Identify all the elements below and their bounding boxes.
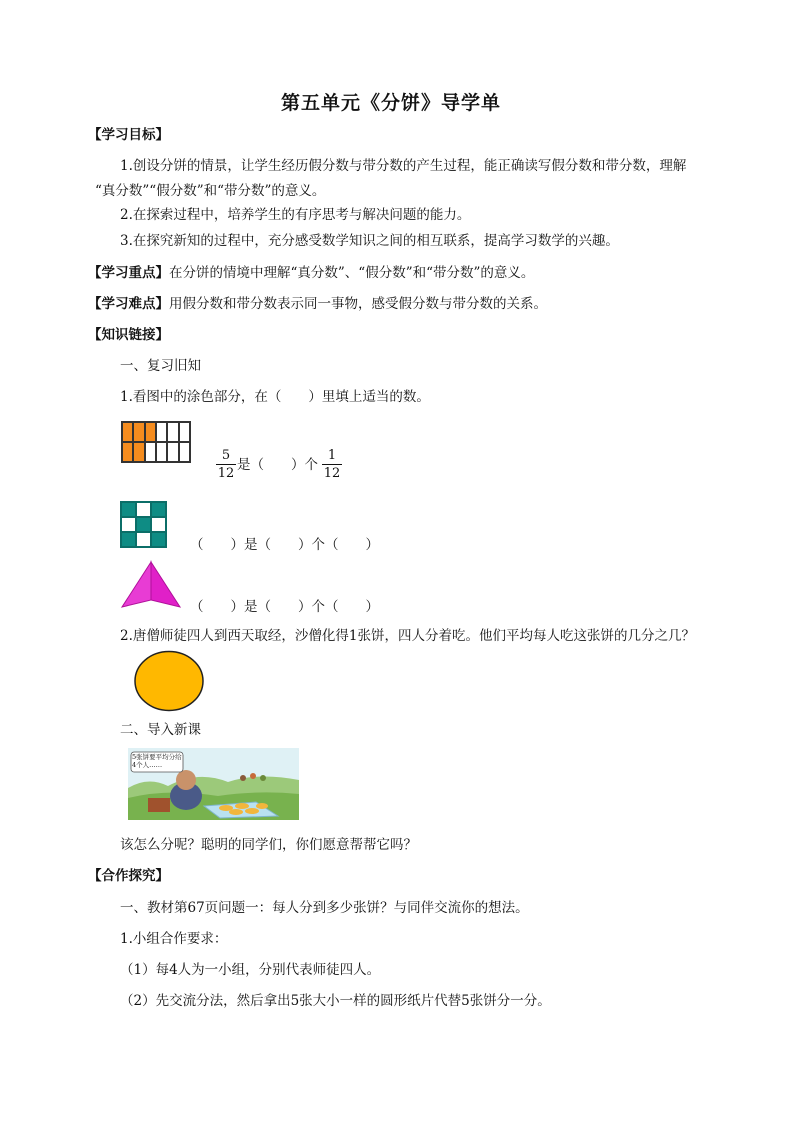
goals-heading: 【学习目标】	[88, 127, 169, 143]
coop-line-3: （1）每4人为一小组，分别代表师徒四人。	[120, 962, 381, 978]
grid-fraction-figure	[121, 421, 191, 463]
difficulty-heading: 【学习难点】	[88, 296, 169, 312]
coop-line-4: （2）先交流分法，然后拿出5张大小一样的圆形纸片代替5张饼分一分。	[120, 993, 551, 1009]
goal-item-1-cont: “真分数”“假分数”和“带分数”的意义。	[95, 183, 326, 199]
goal-item-1: 1.创设分饼的情景，让学生经历假分数与带分数的产生过程，能正确读写假分数和带分数，理解	[120, 158, 687, 174]
page-title: 第五单元《分饼》导学单	[281, 92, 502, 114]
key-point-heading: 【学习重点】	[88, 265, 169, 281]
goal-item-2: 2.在探索过程中，培养学生的有序思考与解决问题的能力。	[120, 207, 471, 223]
review-title: 一、复习旧知	[120, 358, 201, 374]
intro-title: 二、导入新课	[120, 722, 201, 738]
blank-row-2: （ ）是（ ）个（ ）	[190, 599, 379, 615]
fraction-5-12: 5 12	[217, 448, 235, 481]
prompt-text: 该怎么分呢？聪明的同学们，你们愿意帮帮它吗？	[120, 837, 417, 853]
difficulty-text: 用假分数和带分数表示同一事物，感受假分数与带分数的关系。	[169, 296, 547, 312]
pancake-circle	[133, 650, 205, 712]
checkerboard-figure	[120, 501, 167, 548]
coop-heading: 【合作探究】	[88, 868, 169, 884]
goal-item-3: 3.在探究新知的过程中，充分感受数学知识之间的相互联系，提高学习数学的兴趣。	[120, 233, 619, 249]
coop-line-1: 一、教材第67页问题一：每人分到多少张饼？与同伴交流你的想法。	[120, 900, 529, 916]
question-2: 2.唐僧师徒四人到西天取经，沙僧化得1张饼，四人分着吃。他们平均每人吃这张饼的几分之几？	[120, 628, 695, 644]
key-point-text: 在分饼的情境中理解“真分数”、“假分数”和“带分数”的意义。	[169, 265, 535, 281]
coop-line-2: 1.小组合作要求：	[120, 931, 228, 947]
key-point	[88, 264, 534, 282]
question-1: 1.看图中的涂色部分，在（ ）里填上适当的数。	[120, 389, 430, 405]
links-heading: 【知识链接】	[88, 327, 169, 343]
fraction-1-12: 1 12	[323, 448, 341, 481]
kite-figure	[120, 560, 182, 610]
difficulty	[88, 295, 547, 313]
speech-bubble-text: 5张饼要平均分给4个人……	[132, 753, 182, 769]
blank-row-1: （ ）是（ ）个（ ）	[190, 537, 379, 553]
fraction-mid-text: 是（ ）个	[237, 457, 318, 473]
